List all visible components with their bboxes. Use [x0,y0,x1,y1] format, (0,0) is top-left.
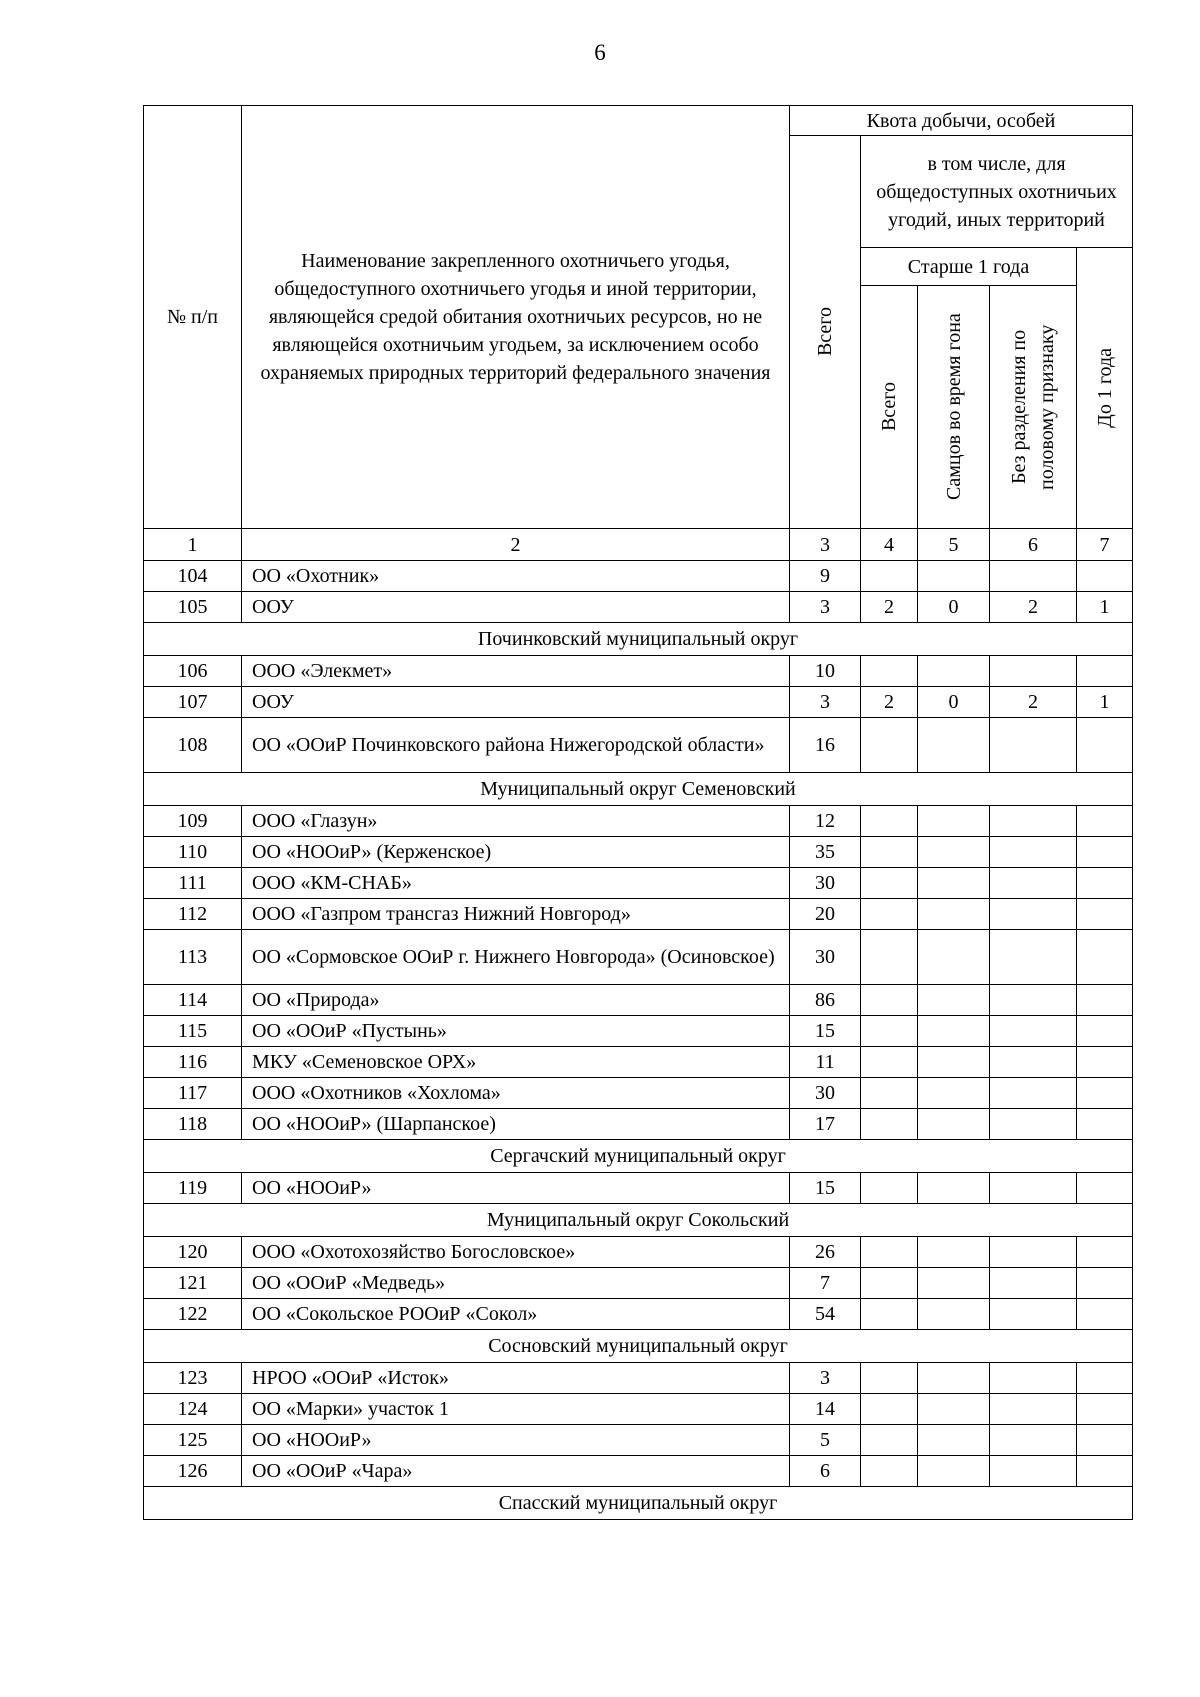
page-number: 6 [594,40,606,65]
row-under-one [1077,1299,1133,1330]
section-row [144,773,1133,806]
row-name: ООО «КМ-СНАБ» [242,868,790,899]
section-row [144,1330,1133,1363]
row-total: 11 [790,1047,861,1078]
table-row [144,837,1133,868]
row-older-total: 2 [861,687,918,718]
row-males [918,1394,990,1425]
row-older-total [861,1268,918,1299]
row-number: 124 [144,1394,242,1425]
row-total: 17 [790,1109,861,1140]
row-name: МКУ «Семеновское ОРХ» [242,1047,790,1078]
row-name: НРОО «ООиР «Исток» [242,1363,790,1394]
table-row [144,592,1133,623]
row-no-sex: 2 [990,687,1077,718]
row-under-one [1077,899,1133,930]
row-no-sex [990,930,1077,985]
row-number: 113 [144,930,242,985]
table-body [144,561,1133,1520]
row-no-sex [990,899,1077,930]
row-number: 111 [144,868,242,899]
row-number: 116 [144,1047,242,1078]
row-name: ООУ [242,592,790,623]
col-number: 1 [144,529,242,561]
row-name: ОО «Охотник» [242,561,790,592]
row-no-sex [990,1268,1077,1299]
row-name: ОО «НООиР» [242,1425,790,1456]
row-under-one [1077,1078,1133,1109]
row-total: 3 [790,1363,861,1394]
row-males [918,930,990,985]
row-no-sex [990,837,1077,868]
table-row [144,868,1133,899]
row-total: 35 [790,837,861,868]
row-number: 122 [144,1299,242,1330]
row-name: ООУ [242,687,790,718]
section-row [144,1204,1133,1237]
table-row [144,1078,1133,1109]
row-number: 125 [144,1425,242,1456]
row-males [918,1456,990,1487]
row-no-sex [990,1078,1077,1109]
row-name: ОО «ООиР «Пустынь» [242,1016,790,1047]
row-total: 3 [790,687,861,718]
row-older-total [861,1078,918,1109]
row-total: 12 [790,806,861,837]
row-under-one [1077,1394,1133,1425]
row-males [918,1237,990,1268]
row-name: ОО «НООиР» (Шарпанское) [242,1109,790,1140]
row-older-total [861,868,918,899]
row-older-total [861,985,918,1016]
row-total: 5 [790,1425,861,1456]
table-row [144,1456,1133,1487]
row-older-total [861,1173,918,1204]
row-older-total [861,1299,918,1330]
table-header [144,106,1133,561]
row-number: 118 [144,1109,242,1140]
row-total: 7 [790,1268,861,1299]
header-older: Старше 1 года [861,248,1077,286]
header-quota: Квота добычи, особей [790,106,1133,136]
row-older-total: 2 [861,592,918,623]
row-number: 107 [144,687,242,718]
row-under-one [1077,1425,1133,1456]
section-row [144,1487,1133,1520]
row-males [918,985,990,1016]
row-under-one [1077,985,1133,1016]
row-no-sex [990,1173,1077,1204]
row-older-total [861,837,918,868]
row-name: ОО «ООиР «Чара» [242,1456,790,1487]
row-name: ОО «Сормовское ООиР г. Нижнего Новгорода» (Осиновское) [242,930,790,985]
row-number: 105 [144,592,242,623]
row-no-sex [990,1299,1077,1330]
header-num: № п/п [144,106,242,529]
row-older-total [861,1237,918,1268]
row-no-sex [990,718,1077,773]
row-under-one [1077,1047,1133,1078]
row-no-sex [990,868,1077,899]
row-name: ООО «Глазун» [242,806,790,837]
row-total: 16 [790,718,861,773]
row-older-total [861,806,918,837]
row-name: ООО «Газпром трансгаз Нижний Новгород» [242,899,790,930]
row-under-one [1077,1268,1133,1299]
row-number: 108 [144,718,242,773]
table-row [144,656,1133,687]
table-row [144,1016,1133,1047]
row-name: ООО «Охотохозяйство Богословское» [242,1237,790,1268]
section-title: Починковский муниципальный округ [144,623,1133,656]
row-number: 126 [144,1456,242,1487]
row-males [918,837,990,868]
row-males [918,1268,990,1299]
row-total: 15 [790,1016,861,1047]
table-row [144,1394,1133,1425]
row-no-sex [990,1363,1077,1394]
row-under-one [1077,1016,1133,1047]
row-total: 54 [790,1299,861,1330]
row-no-sex [990,985,1077,1016]
row-older-total [861,1109,918,1140]
row-name: ОО «Марки» участок 1 [242,1394,790,1425]
row-name: ОО «ООиР Починковского района Нижегородской области» [242,718,790,773]
row-under-one [1077,806,1133,837]
table-row [144,899,1133,930]
row-older-total [861,930,918,985]
row-number: 106 [144,656,242,687]
quota-table [143,105,1133,1520]
section-title: Муниципальный округ Семеновский [144,773,1133,806]
row-no-sex [990,806,1077,837]
row-no-sex [990,1109,1077,1140]
row-older-total [861,561,918,592]
row-males [918,718,990,773]
row-total: 14 [790,1394,861,1425]
table-row [144,930,1133,985]
row-total: 86 [790,985,861,1016]
row-males [918,868,990,899]
col-number: 6 [990,529,1077,561]
row-older-total [861,1425,918,1456]
row-total: 30 [790,1078,861,1109]
row-under-one [1077,1173,1133,1204]
row-number: 121 [144,1268,242,1299]
row-males [918,1047,990,1078]
row-males [918,1078,990,1109]
row-older-total [861,1016,918,1047]
table-row [144,687,1133,718]
section-title: Спасский муниципальный округ [144,1487,1133,1520]
table-row [144,1109,1133,1140]
section-row [144,1140,1133,1173]
row-males [918,806,990,837]
header-no-sex: Без разделения по половому признаку [990,286,1077,529]
row-number: 114 [144,985,242,1016]
column-number-row [144,529,1133,561]
col-number: 5 [918,529,990,561]
table-row [144,985,1133,1016]
row-males [918,656,990,687]
row-total: 10 [790,656,861,687]
row-number: 110 [144,837,242,868]
col-number: 3 [790,529,861,561]
section-title: Сергачский муниципальный округ [144,1140,1133,1173]
table-row [144,1268,1133,1299]
row-number: 109 [144,806,242,837]
row-older-total [861,718,918,773]
row-under-one [1077,1456,1133,1487]
row-under-one: 1 [1077,687,1133,718]
col-number: 7 [1077,529,1133,561]
row-older-total [861,1363,918,1394]
row-total: 26 [790,1237,861,1268]
row-total: 30 [790,930,861,985]
col-number: 4 [861,529,918,561]
header-including: в том числе, для общедоступных охотничьих угодий, иных территорий [861,136,1133,248]
row-under-one: 1 [1077,592,1133,623]
row-number: 112 [144,899,242,930]
section-title: Муниципальный округ Сокольский [144,1204,1133,1237]
row-no-sex [990,1456,1077,1487]
header-older-total: Всего [861,286,918,529]
section-title: Сосновский муниципальный округ [144,1330,1133,1363]
row-number: 117 [144,1078,242,1109]
row-older-total [861,656,918,687]
row-under-one [1077,1363,1133,1394]
table-row [144,806,1133,837]
row-under-one [1077,1109,1133,1140]
table-row [144,1173,1133,1204]
row-name: ООО «Охотников «Хохлома» [242,1078,790,1109]
row-males [918,1173,990,1204]
header-males: Самцов во время гона [918,286,990,529]
header-name: Наименование закрепленного охотничьего угодья, общедоступного охотничьего угодья и иной территории, являющейся средой обитания охотничьих ресурсов, но не являющейся охотничьим угодьем, за исключением особо охраняемых природных территорий федерального значения [242,106,790,529]
row-total: 15 [790,1173,861,1204]
row-under-one [1077,561,1133,592]
row-no-sex [990,1016,1077,1047]
row-males [918,1299,990,1330]
row-name: ОО «НООиР» (Керженское) [242,837,790,868]
row-total: 30 [790,868,861,899]
table-row [144,1047,1133,1078]
row-number: 115 [144,1016,242,1047]
row-number: 123 [144,1363,242,1394]
row-no-sex [990,1425,1077,1456]
row-no-sex: 2 [990,592,1077,623]
row-name: ОО «ООиР «Медведь» [242,1268,790,1299]
row-no-sex [990,656,1077,687]
row-males [918,1016,990,1047]
row-number: 120 [144,1237,242,1268]
table-row [144,561,1133,592]
row-males [918,561,990,592]
row-under-one [1077,656,1133,687]
row-name: ОО «Природа» [242,985,790,1016]
row-under-one [1077,1237,1133,1268]
row-no-sex [990,1237,1077,1268]
row-males: 0 [918,592,990,623]
row-name: ОО «Сокольское РООиР «Сокол» [242,1299,790,1330]
row-total: 9 [790,561,861,592]
row-no-sex [990,1047,1077,1078]
row-total: 6 [790,1456,861,1487]
row-males: 0 [918,687,990,718]
row-under-one [1077,930,1133,985]
row-under-one [1077,868,1133,899]
row-no-sex [990,1394,1077,1425]
row-males [918,1363,990,1394]
row-total: 3 [790,592,861,623]
header-total: Всего [790,136,861,529]
row-name: ООО «Элекмет» [242,656,790,687]
table-row [144,1299,1133,1330]
row-number: 104 [144,561,242,592]
row-males [918,899,990,930]
table-row [144,1363,1133,1394]
row-older-total [861,1456,918,1487]
table-row [144,718,1133,773]
row-older-total [861,1394,918,1425]
row-total: 20 [790,899,861,930]
row-under-one [1077,718,1133,773]
table-row [144,1237,1133,1268]
row-number: 119 [144,1173,242,1204]
row-older-total [861,899,918,930]
row-older-total [861,1047,918,1078]
header-under-one: До 1 года [1077,248,1133,529]
row-no-sex [990,561,1077,592]
table-row [144,1425,1133,1456]
section-row [144,623,1133,656]
row-males [918,1425,990,1456]
row-name: ОО «НООиР» [242,1173,790,1204]
row-under-one [1077,837,1133,868]
row-males [918,1109,990,1140]
col-number: 2 [242,529,790,561]
